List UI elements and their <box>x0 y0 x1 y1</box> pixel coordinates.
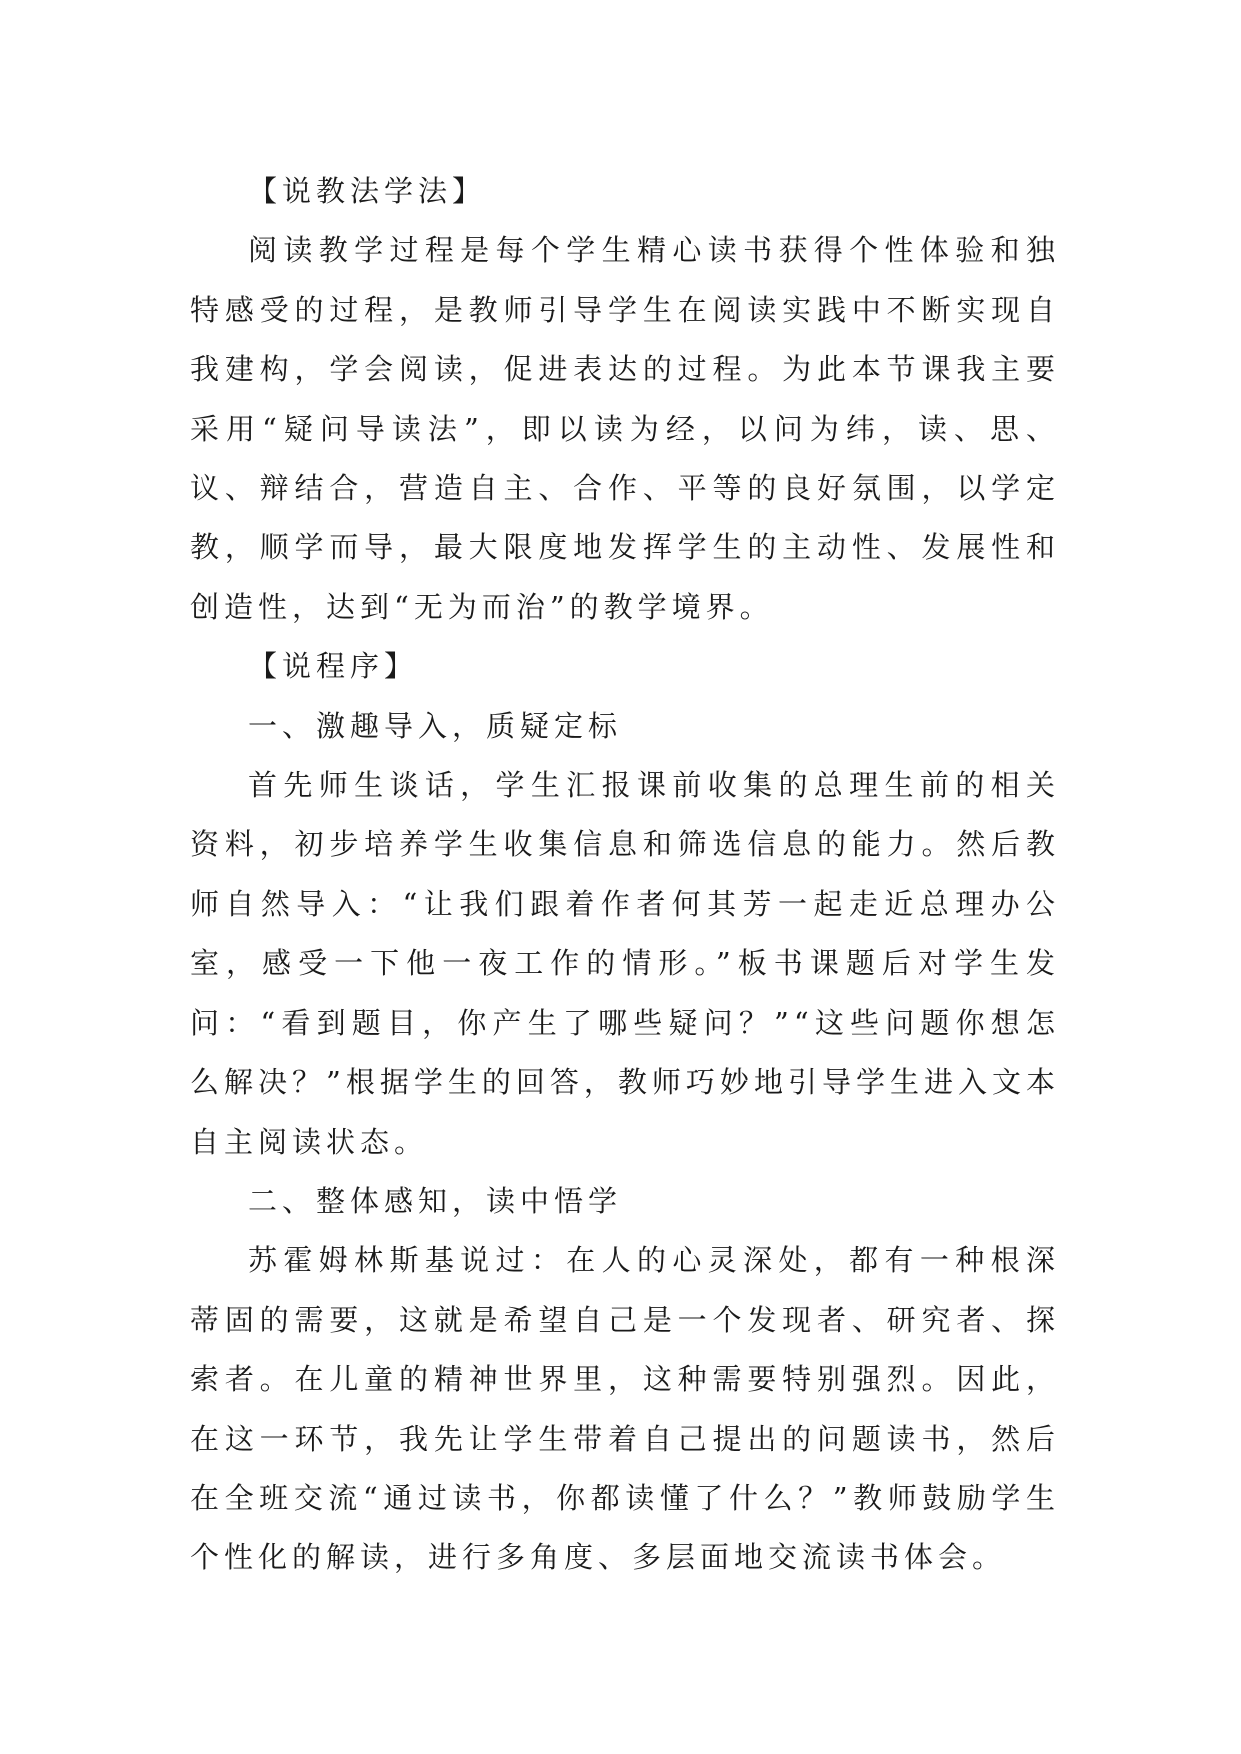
subheading-step-two: 二、整体感知，读中悟学 <box>248 1183 623 1218</box>
section-heading-procedure: 【说程序】 <box>248 649 419 684</box>
paragraph-methods: 阅读教学过程是每个学生精心读书获得个性体验和独特感受的过程，是教师引导学生在阅读实践中不断实现自我建构，学会阅读，促进表达的过程。为此本节课我主要采用“疑问导读法”，即以读为经，以问为纬，读、思、议、辩结合，营造自主、合作、平等的良好氛围，以学定教，顺学而导，最大限度地发挥学生的主动性、发展性和创造性，达到“无为而治”的教学境界。 <box>190 233 1060 624</box>
paragraph-step-one: 首先师生谈话，学生汇报课前收集的总理生前的相关资料，初步培养学生收集信息和筛选信息的能力。然后教师自然导入：“让我们跟着作者何其芳一起走近总理办公室，感受一下他一夜工作的情形。”板书课题后对学生发问：“看到题目，你产生了哪些疑问？”“这些问题你想怎么解决？”根据学生的回答，教师巧妙地引导学生进入文本自主阅读状态。 <box>190 768 1060 1159</box>
paragraph-step-two: 苏霍姆林斯基说过：在人的心灵深处，都有一种根深蒂固的需要，这就是希望自己是一个发现者、研究者、探索者。在儿童的精神世界里，这种需要特别强烈。因此，在这一环节，我先让学生带着自己提出的问题读书，然后在全班交流“通过读书，你都读懂了什么？”教师鼓励学生个性化的解读，进行多角度、多层面地交流读书体会。 <box>190 1243 1060 1575</box>
section-heading-methods: 【说教法学法】 <box>248 174 487 208</box>
document-page <box>190 162 1060 1588</box>
subheading-step-one: 一、激趣导入，质疑定标 <box>248 708 623 743</box>
